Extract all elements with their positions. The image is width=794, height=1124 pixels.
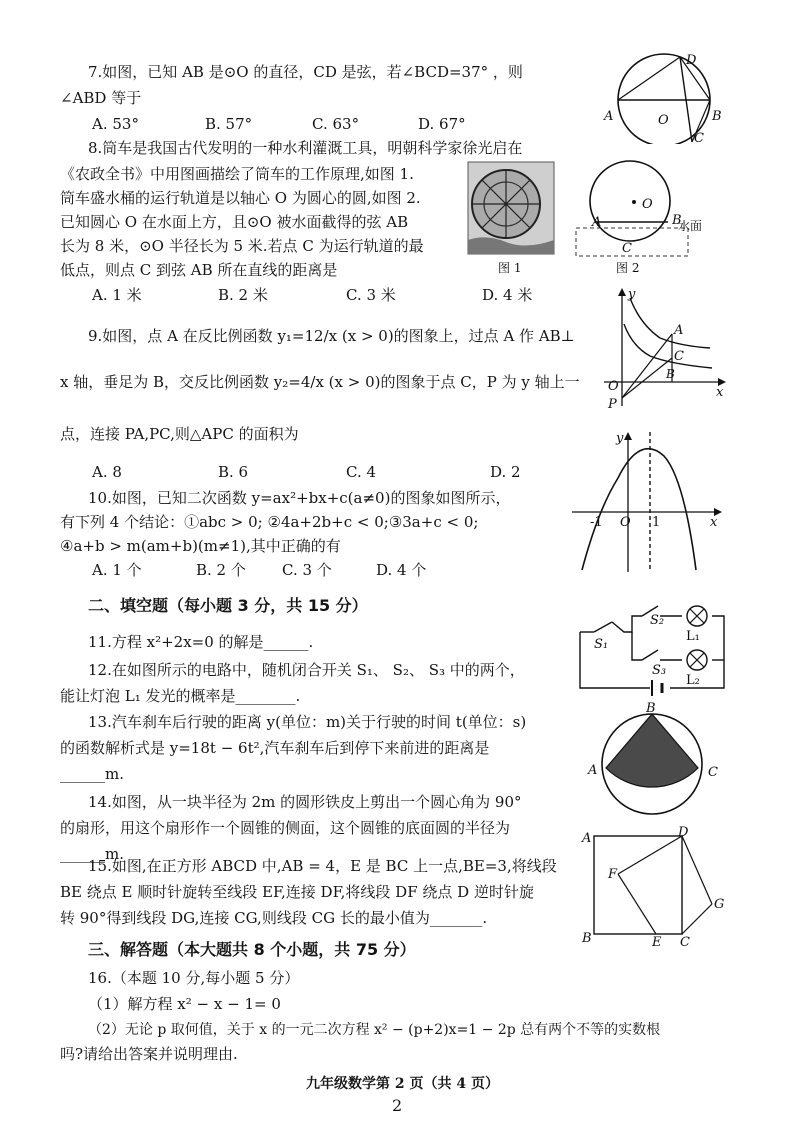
- q10-line2: 有下列 4 个结论：①abc > 0; ②4a+2b+c < 0;③3a+c < 0;: [60, 513, 479, 531]
- q8-wheel-spokes: [472, 170, 540, 238]
- q12-lamp-l1: [687, 606, 707, 626]
- q12-lamp-l2: [687, 650, 707, 670]
- q9-label-a: A: [674, 323, 684, 338]
- q8-option-d: D. 4 米: [482, 286, 533, 304]
- q11-text: 11.方程 x²+2x=0 的解是______.: [88, 633, 314, 651]
- q8-label-b: B: [672, 213, 682, 228]
- q15-square-figure: [578, 826, 738, 950]
- q9-label-p: P: [608, 397, 617, 412]
- q12-battery: [652, 680, 662, 696]
- q10-label-y: y: [616, 431, 624, 446]
- q7-option-c: C. 63°: [312, 115, 360, 133]
- q12-line1: 12.在如图所示的电路中，随机闭合开关 S₁、 S₂、 S₃ 中的两个，: [88, 661, 525, 679]
- q15-label-c: C: [680, 935, 690, 950]
- q8-fig2-caption: 图 2: [616, 261, 640, 275]
- q12-switch-s1: [594, 622, 612, 632]
- q8-water-label: 水面: [678, 219, 703, 233]
- q9-curve-y1: [630, 298, 710, 348]
- q7-label-d: D: [686, 53, 697, 68]
- q10-label-o: O: [620, 515, 631, 530]
- q15-label-e: E: [652, 935, 662, 950]
- q15-label-b: B: [582, 931, 592, 946]
- q9-label-y: y: [628, 287, 636, 302]
- q15-line1: 15.如图,在正方形 ABCD 中,AB = 4，E 是 BC 上一点,BE=3,将线段: [88, 857, 557, 875]
- q10-label-neg1: -1: [590, 515, 603, 530]
- q8-orbit-circle: [590, 161, 670, 241]
- q14-sector-figure: [586, 700, 730, 818]
- q15-label-a: A: [582, 831, 592, 846]
- q8-line6: 低点，则点 C 到弦 AB 所在直线的距离是: [60, 261, 338, 279]
- q7-circle-figure: [600, 52, 730, 144]
- section-2-heading: 二、填空题（每小题 3 分，共 15 分）: [88, 596, 368, 615]
- q9-line2: x 轴，垂足为 B，交反比例函数 y₂=4/x (x > 0)的图象于点 C，P 为 y 轴上一: [60, 373, 580, 391]
- q16-part1: （1）解方程 x² − x − 1= 0: [88, 995, 281, 1013]
- q16-title: 16.（本题 10 分,每小题 5 分）: [88, 969, 300, 987]
- q10-line3: ④a+b > m(am+b)(m≠1),其中正确的有: [60, 537, 341, 555]
- q9-segment-pa: [622, 334, 672, 398]
- section-3-heading: 三、解答题（本大题共 8 个小题，共 75 分）: [88, 940, 416, 959]
- q9-segment-pc: [622, 358, 672, 398]
- q9-label-b: B: [666, 367, 675, 381]
- q7-option-a: A. 53°: [92, 115, 139, 133]
- q8-waterwheel-picture: [466, 160, 556, 276]
- q8-line2: 《农政全书》中用图画描绘了筒车的工作原理,如图 1.: [60, 165, 414, 183]
- q10-y-arrow: [624, 432, 632, 440]
- q7-chord-ad: [618, 57, 680, 100]
- q16-part2-line2: 吗?请给出答案并说明理由.: [60, 1045, 238, 1063]
- q9-option-c: C. 4: [346, 463, 377, 481]
- q15-segment-dg: [682, 836, 712, 904]
- q12-label-s1: S₁: [594, 637, 609, 652]
- q12-line2: 能让灯泡 L₁ 发光的概率是________.: [60, 687, 301, 705]
- q16-part2-line1: （2）无论 p 取何值，关于 x 的一元二次方程 x² − (p+2)x=1 − 2p 总有两个不等的实数根: [88, 1022, 661, 1038]
- q8-line5: 长为 8 米，⊙O 半径长为 5 米.若点 C 为运行轨道的最: [60, 237, 424, 255]
- q9-option-a: A. 8: [92, 463, 122, 481]
- q15-line2: BE 绕点 E 顺时针旋转至线段 EF,连接 DF,将线段 DF 绕点 D 逆时针旋: [60, 883, 534, 901]
- q8-circle-figure: [568, 156, 708, 276]
- q9-label-c: C: [674, 349, 684, 364]
- q12-switch-s3: [642, 650, 658, 660]
- q7-option-d: D. 67°: [418, 115, 466, 133]
- q8-fig1-caption: 图 1: [498, 261, 522, 275]
- q7-label-b: B: [712, 109, 722, 124]
- q8-option-b: B. 2 米: [218, 286, 268, 304]
- q8-label-a: A: [592, 215, 602, 230]
- q9-option-d: D. 2: [490, 463, 521, 481]
- q9-line3: 点，连接 PA,PC,则△APC 的面积为: [60, 425, 299, 443]
- q8-line3: 筒车盛水桶的运行轨道是以轴心 O 为圆心的圆,如图 2.: [60, 189, 421, 207]
- q9-y-arrow: [618, 288, 626, 296]
- q15-label-g: G: [714, 897, 725, 912]
- q8-option-c: C. 3 米: [346, 286, 396, 304]
- q8-label-c: C: [622, 241, 632, 256]
- q14-label-c: C: [708, 765, 718, 780]
- q15-label-d: D: [678, 826, 689, 840]
- q14-line3: ______m.: [60, 845, 124, 863]
- q8-line4: 已知圆心 O 在水面上方，且⊙O 被水面截得的弦 AB: [60, 213, 409, 231]
- q10-option-b: B. 2 个: [196, 561, 246, 579]
- q10-option-a: A. 1 个: [92, 561, 142, 579]
- q14-label-a: A: [588, 763, 598, 778]
- q12-label-l2: L₂: [686, 673, 700, 688]
- q13-line1: 13.汽车刹车后行驶的距离 y(单位：m)关于行驶的时间 t(单位：s): [88, 713, 527, 731]
- q9-line1: 9.如图，点 A 在反比例函数 y₁=12/x (x > 0)的图象上，过点 A 作 AB⊥: [88, 327, 575, 345]
- q15-line3: 转 90°得到线段 DG,连接 CG,则线段 CG 长的最小值为_______.: [60, 909, 488, 927]
- q7-option-b: B. 57°: [205, 115, 253, 133]
- q9-option-b: B. 6: [218, 463, 249, 481]
- q13-line3: ______m.: [60, 765, 124, 783]
- q10-parabola-figure: [568, 426, 728, 576]
- q7-label-o: O: [658, 113, 669, 128]
- q7-label-a: A: [604, 109, 614, 124]
- q12-label-l1: L₁: [686, 629, 700, 644]
- q12-label-s3: S₃: [652, 663, 667, 678]
- q8-water-box: [576, 228, 688, 256]
- q14-label-b: B: [646, 701, 656, 716]
- page-number: 2: [392, 1096, 403, 1115]
- q12-label-s2: S₂: [650, 613, 665, 628]
- q14-line2: 的扇形，用这个扇形作一个圆锥的侧面，这个圆锥的底面圆的半径为: [60, 819, 511, 837]
- q10-label-1: 1: [652, 515, 661, 530]
- q8-line1: 8.筒车是我国古代发明的一种水利灌溉工具，明朝科学家徐光启在: [88, 139, 523, 157]
- q15-segment-ef: [618, 874, 656, 934]
- q15-segment-cg: [682, 904, 712, 934]
- q7-label-c: C: [694, 131, 704, 144]
- q10-parabola: [582, 449, 696, 570]
- q14-line1: 14.如图，从一块半径为 2m 的圆形铁皮上剪出一个圆心角为 90°: [88, 793, 522, 811]
- q12-circuit-figure: [572, 594, 732, 698]
- q8-center-dot: [632, 200, 636, 204]
- q9-label-x: x: [716, 385, 724, 400]
- page-footer: 九年级数学第 2 页（共 4 页）: [306, 1076, 499, 1092]
- q10-line1: 10.如图，已知二次函数 y=ax²+bx+c(a≠0)的图象如图所示，: [88, 489, 511, 507]
- q8-label-o: O: [642, 197, 653, 212]
- q10-option-c: C. 3 个: [282, 561, 332, 579]
- q15-segment-df: [618, 836, 682, 874]
- q9-hyperbola-figure: [600, 284, 730, 412]
- q15-square-abcd: [594, 836, 682, 934]
- q7-line2: ∠ABD 等于: [60, 89, 142, 107]
- q15-label-f: F: [608, 867, 618, 882]
- q10-label-x: x: [710, 515, 718, 530]
- q13-line2: 的函数解析式是 y=18t − 6t²,汽车刹车后到停下来前进的距离是: [60, 739, 490, 757]
- q9-label-o: O: [608, 379, 619, 394]
- q7-line1: 7.如图，已知 AB 是⊙O 的直径，CD 是弦，若∠BCD=37° ，则: [88, 63, 523, 81]
- q10-option-d: D. 4 个: [376, 561, 427, 579]
- q8-option-a: A. 1 米: [92, 286, 142, 304]
